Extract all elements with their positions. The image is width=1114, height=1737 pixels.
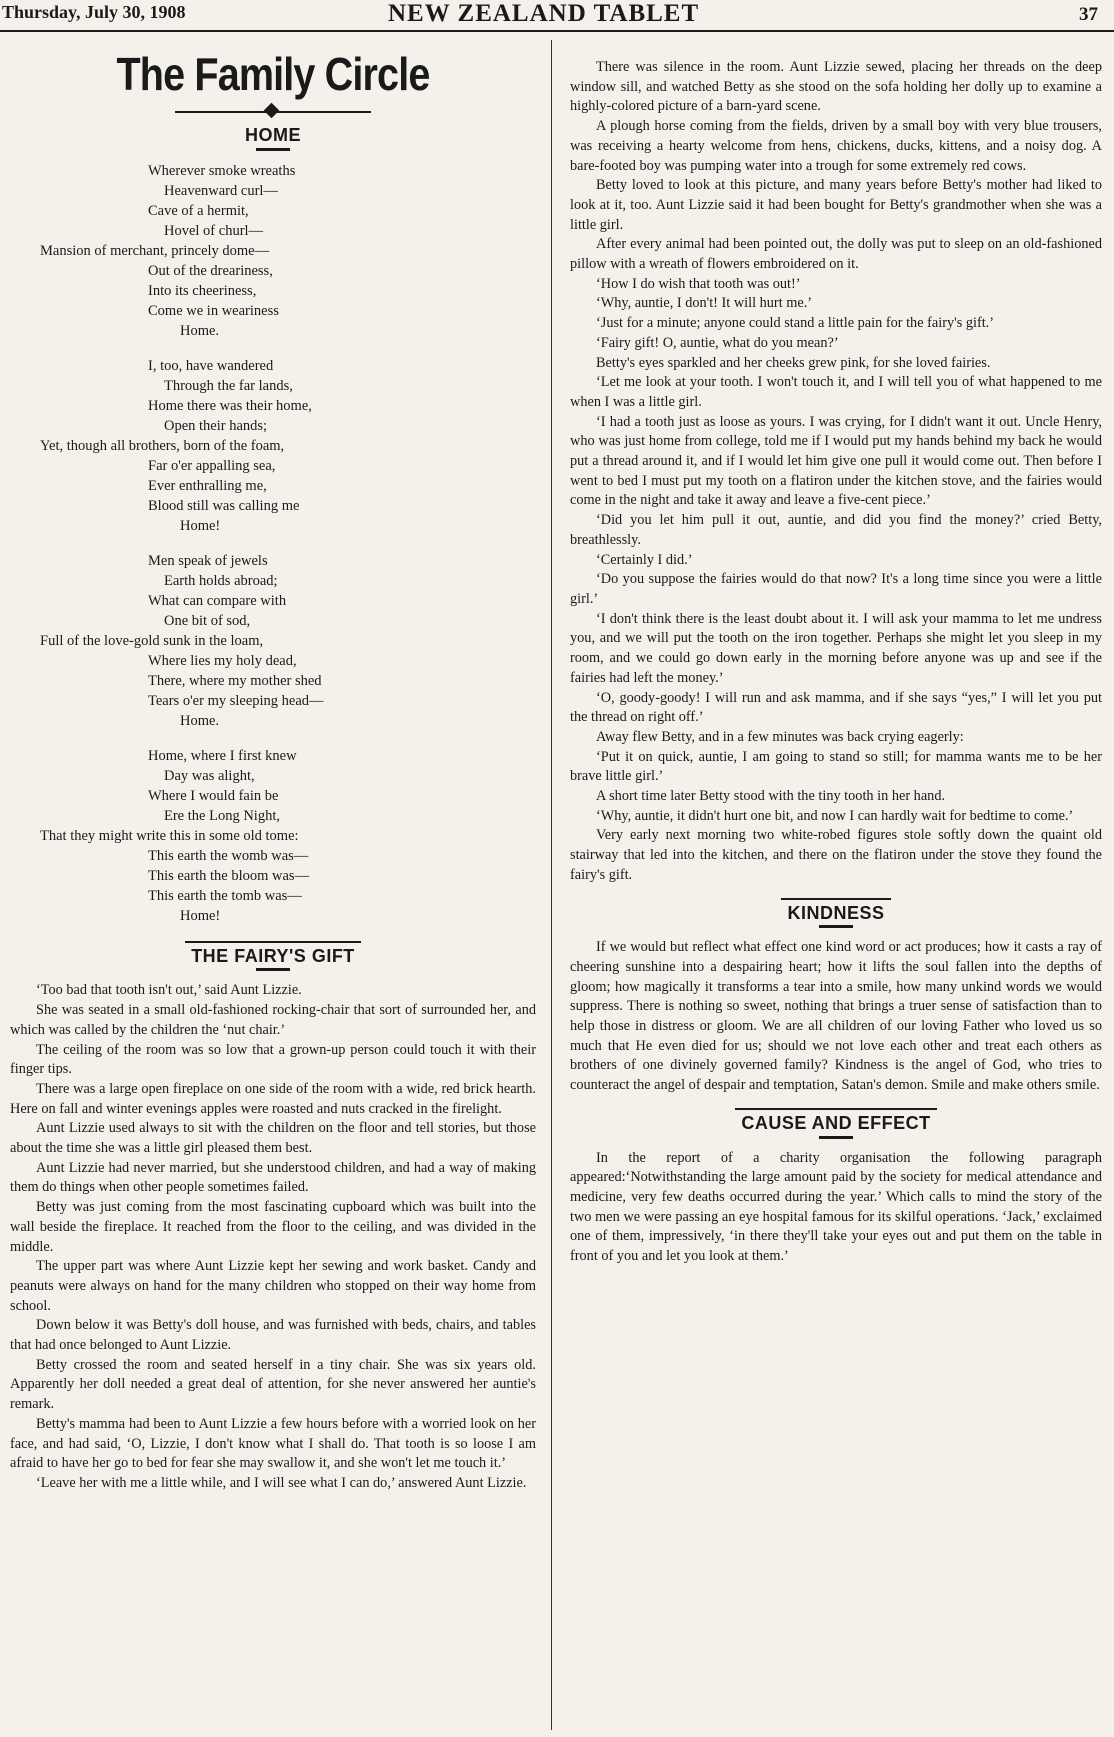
poem-line: Hovel of churl—	[164, 222, 264, 239]
paragraph: The upper part was where Aunt Lizzie kept her sewing and work basket. Candy and peanuts were always on hand for the many children who stopped on their way home from school.	[10, 1258, 536, 1314]
diamond-ornament-icon	[264, 103, 280, 119]
poem-line: Full of the love-gold sunk in the loam,	[40, 632, 264, 649]
paragraph: Betty's mamma had been to Aunt Lizzie a few hours before with a worried look on her face, and had said, ‘O, Lizzie, I don't know what I shall do. That tooth is so loose I am afraid to have her go to bed for fear she may swallow it, and she won't let me touch it.’	[10, 1415, 536, 1472]
poem-stanza	[40, 551, 536, 731]
poem-line: This earth the womb was—	[148, 847, 309, 864]
poem-line: Men speak of jewels	[148, 552, 268, 569]
fairys-gift-story-part-1	[10, 981, 536, 1493]
fairys-gift-story-part-2	[570, 58, 1102, 886]
heading-rule	[256, 148, 290, 151]
home-poem	[40, 161, 536, 926]
poem-line: I, too, have wandered	[148, 357, 274, 374]
left-column	[10, 36, 536, 1494]
paragraph: ‘I had a tooth just as loose as yours. I was crying, for I didn't want it out. Uncle Henry, who was just home from college, told me if I would put my hands behind my back he would put a thread around it, and if I would let him give one pull it would come out. Then before I went to bed I must put my tooth on a flatiron under the kitchen stove, and the fairies would come in the night and take it away and leave a five-cent piece.’	[570, 413, 1102, 509]
paragraph: The ceiling of the room was so low that a grown-up person could touch it with their finger tips.	[10, 1041, 536, 1078]
right-column	[570, 58, 1102, 1267]
poem-line: Blood still was calling me	[148, 497, 300, 514]
heading-rule	[819, 1136, 853, 1139]
poem-line: One bit of sod,	[164, 612, 251, 629]
poem-line: Day was alight,	[164, 767, 255, 784]
paragraph: Down below it was Betty's doll house, and was furnished with beds, chairs, and tables that had once belonged to Aunt Lizzie.	[10, 1317, 536, 1354]
paragraph: ‘Do you suppose the fairies would do that now? It's a long time since you were a little girl.’	[570, 571, 1102, 607]
home-heading: HOME	[245, 125, 301, 145]
poem-line: Where I would fain be	[148, 787, 279, 804]
paragraph: ‘I don't think there is the least doubt about it. I will ask your mamma to let me undress you, and we will put the tooth on the iron together. Perhaps she might let you sleep in my room, and we could go down early in the morning before anyone was up and see if the fairies had left the money.’	[570, 610, 1102, 686]
paragraph: Betty was just coming from the most fascinating cupboard which was built into the wall beside the fireplace. It reached from the floor to the ceiling, and was divided in the middle.	[10, 1199, 536, 1255]
poem-line: Home!	[180, 907, 221, 924]
paragraph: ‘Leave her with me a little while, and I will see what I can do,’ answered Aunt Lizzie.	[36, 1474, 527, 1491]
poem-line: Home there was their home,	[148, 397, 312, 414]
poem-line: This earth the bloom was—	[148, 867, 310, 884]
paragraph: Away flew Betty, and in a few minutes was back crying eagerly:	[596, 728, 964, 745]
paragraph: Betty loved to look at this picture, and many years before Betty's mother had liked to look at it, too. Aunt Lizzie said it had been bought for Betty's grandmother when she was a little girl.	[570, 177, 1102, 233]
poem-line: Open their hands;	[164, 417, 268, 434]
poem-line: Tears o'er my sleeping head—	[148, 692, 324, 709]
poem-line: Mansion of merchant, princely dome—	[40, 242, 270, 259]
paragraph: There was silence in the room. Aunt Lizzie sewed, placing her threads on the deep window sill, and watched Betty as she stood on the sofa holding her dolly up to examine a highly-colored picture of a barn-yard scene.	[570, 59, 1102, 115]
cause-and-effect-article	[570, 1149, 1102, 1267]
poem-line: Through the far lands,	[164, 377, 293, 394]
heading-rule	[256, 968, 290, 971]
kindness-heading: KINDNESS	[781, 898, 890, 924]
poem-line: That they might write this in some old tome:	[40, 827, 299, 844]
fairys-gift-heading: THE FAIRY'S GIFT	[185, 941, 361, 967]
paragraph: ‘Fairy gift! O, auntie, what do you mean?’	[596, 334, 839, 351]
column-title: The Family Circle	[116, 48, 430, 100]
paragraph: After every animal had been pointed out, the dolly was put to sleep on an old-fashioned pillow with a wreath of flowers embroidered on it.	[570, 236, 1102, 273]
paragraph: A plough horse coming from the fields, driven by a small boy with very blue trousers, was receiving a hearty welcome from hens, chickens, ducks, kittens, and a noisy dog. A bare-footed boy was pumping water into a trough for some extremely red cows.	[570, 118, 1102, 174]
paragraph: ‘Did you let him pull it out, auntie, and did you find the money?’ cried Betty, breathlessly.	[570, 512, 1102, 548]
paragraph: ‘O, goody-goody! I will run and ask mamma, and if she says “yes,” I will let you put the thread on right off.’	[570, 689, 1102, 726]
poem-line: Home, where I first knew	[148, 747, 297, 764]
paragraph: ‘Certainly I did.’	[596, 551, 693, 568]
poem-line: Earth holds abroad;	[164, 572, 278, 589]
poem-line: Out of the dreariness,	[148, 262, 273, 279]
masthead	[0, 0, 1114, 32]
paragraph: ‘Why, auntie, I don't! It will hurt me.’	[596, 295, 813, 312]
poem-line: Far o'er appalling sea,	[148, 457, 276, 474]
poem-line: Where lies my holy dead,	[148, 652, 297, 669]
issue-date: Thursday, July 30, 1908	[2, 2, 186, 22]
column-divider	[551, 40, 552, 1730]
cause-and-effect-heading: CAUSE AND EFFECT	[735, 1108, 936, 1134]
paragraph: ‘Let me look at your tooth. I won't touch it, and I will tell you of what happened to me when I was a little girl.	[570, 374, 1102, 410]
paragraph: There was a large open fireplace on one side of the room with a wide, red brick hearth. Here on fall and winter evenings apples were roasted and nuts cracked in the firelight.	[10, 1080, 536, 1117]
poem-line: Come we in weariness	[148, 302, 279, 319]
poem-line: Wherever smoke wreaths	[148, 162, 296, 179]
poem-line: Home!	[180, 517, 221, 534]
paragraph: Very early next morning two white-robed figures stole softly down the quaint old stairway that led into the kitchen, and there on the flatiron under the stove they found the fairy's gift.	[570, 827, 1102, 883]
title-ornament	[10, 104, 536, 118]
poem-stanza	[40, 161, 536, 341]
poem-line: Heavenward curl—	[164, 182, 278, 199]
poem-line: Home.	[180, 322, 220, 339]
paragraph: ‘Just for a minute; anyone could stand a little pain for the fairy's gift.’	[596, 315, 995, 332]
paragraph: ‘How I do wish that tooth was out!’	[596, 275, 801, 292]
poem-line: Cave of a hermit,	[148, 202, 249, 219]
poem-line: Ere the Long Night,	[164, 807, 280, 824]
poem-stanza	[40, 746, 536, 926]
paragraph: ‘Put it on quick, auntie, I am going to stand so still; for mamma wants me to be her brave little girl.’	[570, 748, 1102, 785]
paragraph: Betty's eyes sparkled and her cheeks grew pink, for she loved fairies.	[596, 354, 991, 371]
poem-line: Yet, though all brothers, born of the foam,	[40, 437, 285, 454]
paragraph: If we would but reflect what effect one kind word or act produces; how it casts a ray of cheering sunshine into a despairing heart; how it lifts the soul fallen into the depths of gloom; how magically it transforms a tear into a smile, how many unkind words we would suppress. There is nothing so sweet, nothing that brings a truer sense of satisfaction than to help those in distress or gloom. We are all children of our loving Father who loved us so much that He even died for us; should we not love each other and treat each others as brothers of one divinely governed family? Kindness is the angel of God, who tries to counteract the angel of despair and temptation, Satan's demon. Smile and make others smile.	[570, 939, 1102, 1094]
paragraph: Aunt Lizzie had never married, but she understood children, and had a way of making them do things when other people sometimes failed.	[10, 1159, 536, 1196]
poem-line: This earth the tomb was—	[148, 887, 302, 904]
paragraph: She was seated in a small old-fashioned rocking-chair that sort of surrounded her, and which was called by the children the ‘nut chair.’	[10, 1002, 536, 1038]
publication-name: NEW ZEALAND TABLET	[388, 0, 700, 27]
poem-line: What can compare with	[148, 592, 287, 609]
poem-line: There, where my mother shed	[148, 672, 322, 689]
kindness-article	[570, 938, 1102, 1096]
poem-line: Home.	[180, 712, 220, 729]
paragraph: In the report of a charity organisation the following paragraph appeared:‘Notwithstanding the large amount paid by the society for medical attendance and medicine, very few deaths occurred during the year.’ Which calls to mind the story of the two men we were passing an eye hospital famous for its skilful operations. ‘Jack,’ exclaimed one of them, impressively, ‘in there they'll take your eyes out and put them on the table in front of you and let you look at them.’	[570, 1149, 1102, 1265]
paragraph: A short time later Betty stood with the tiny tooth in her hand.	[596, 788, 946, 805]
paragraph: ‘Why, auntie, it didn't hurt one bit, and now I can hardly wait for bedtime to come.’	[596, 807, 1074, 824]
poem-line: Ever enthralling me,	[148, 477, 267, 494]
poem-stanza	[40, 356, 536, 536]
paragraph: ‘Too bad that tooth isn't out,’ said Aunt Lizzie.	[36, 982, 302, 999]
poem-line: Into its cheeriness,	[148, 282, 257, 299]
paragraph: Betty crossed the room and seated herself in a tiny chair. She was six years old. Apparently her doll needed a great deal of attention, for she never answered her auntie's remark.	[10, 1356, 536, 1413]
page-number: 37	[1079, 4, 1098, 25]
paragraph: Aunt Lizzie used always to sit with the children on the floor and tell stories, but those about the time she was a little girl pleased them best.	[10, 1120, 536, 1157]
heading-rule	[819, 925, 853, 928]
